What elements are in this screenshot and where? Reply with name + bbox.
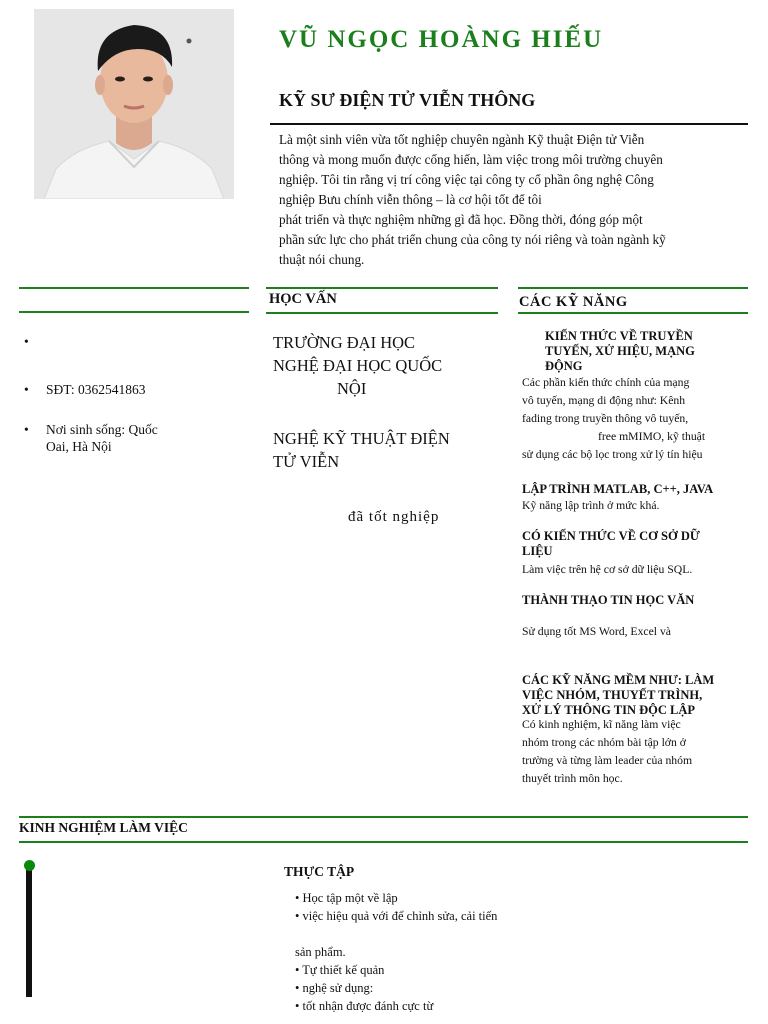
major-line: NGHỆ KỸ THUẬT ĐIỆN bbox=[273, 429, 450, 448]
skill-title-line: CÁC KỸ NĂNG MỀM NHƯ: LÀM bbox=[522, 673, 715, 687]
skill-description bbox=[522, 497, 659, 515]
person-portrait-icon bbox=[34, 9, 234, 199]
skill-text-line: vô tuyến, mạng di động như: Kênh bbox=[522, 394, 686, 407]
bullet-icon: • bbox=[24, 422, 29, 437]
skill-text-line: free mMIMO, kỹ thuật bbox=[598, 430, 706, 443]
skill-title bbox=[522, 593, 694, 608]
education-divider-bottom bbox=[266, 312, 498, 314]
skill-title-line: LIỆU bbox=[522, 544, 553, 558]
experience-line: • Tự thiết kế quản bbox=[295, 963, 385, 977]
contact-divider-top bbox=[19, 287, 249, 289]
profile-photo bbox=[34, 9, 234, 199]
bullet-icon: • bbox=[24, 334, 29, 349]
timeline-dot-icon bbox=[24, 860, 35, 871]
experience-heading: KINH NGHIỆM LÀM VIỆC bbox=[19, 820, 188, 835]
skill-title-line: KIẾN THỨC VỀ TRUYỀN bbox=[545, 329, 693, 343]
summary-line: Là một sinh viên vừa tốt nghiệp chuyên ngành Kỹ thuật Điện tử Viễn bbox=[279, 132, 645, 147]
skill-text-line: fading trong truyền thông vô tuyến, bbox=[522, 412, 689, 425]
skill-text-line: sử dụng các bộ lọc trong xử lý tín hiệu bbox=[522, 448, 703, 461]
summary-line: thuật nói chung. bbox=[279, 252, 365, 267]
summary-line: thông và mong muốn được cống hiến, làm việc trong môi trường chuyên bbox=[279, 152, 663, 167]
skill-text-line: Kỹ năng lập trình ở mức khá. bbox=[522, 499, 660, 512]
skill-title-line: ĐỘNG bbox=[545, 359, 583, 373]
skill-title bbox=[522, 529, 700, 559]
skill-title-line: XỬ LÝ THÔNG TIN ĐỘC LẬP bbox=[522, 703, 696, 717]
skill-description bbox=[522, 716, 692, 788]
skill-description bbox=[522, 623, 671, 641]
skill-title-line: VIỆC NHÓM, THUYẾT TRÌNH, bbox=[522, 688, 703, 702]
school-line: TRƯỜNG ĐẠI HỌC bbox=[273, 333, 416, 352]
school-line: NGHỆ ĐẠI HỌC QUỐC bbox=[273, 356, 443, 375]
address-line: Oai, Hà Nội bbox=[46, 439, 112, 454]
skill-title-line: THÀNH THẠO TIN HỌC VĂN bbox=[522, 593, 695, 607]
skill-title-line: TUYẾN, XỬ HIỆU, MẠNG bbox=[545, 344, 695, 358]
skill-title bbox=[545, 329, 695, 374]
skills-heading: CÁC KỸ NĂNG bbox=[519, 294, 628, 310]
experience-line bbox=[295, 925, 497, 943]
experience-details bbox=[295, 889, 497, 1015]
experience-line: sản phẩm. bbox=[295, 945, 346, 959]
address-line: Nơi sinh sống: Quốc bbox=[46, 422, 158, 437]
skill-title bbox=[522, 673, 714, 718]
summary-line: nghiệp. Tôi tin rằng vị trí công việc tại công ty cổ phần ông nghệ Công bbox=[279, 172, 654, 187]
skill-title-line: CÓ KIẾN THỨC VỀ CƠ SỞ DỮ bbox=[522, 529, 700, 543]
school-name bbox=[273, 331, 442, 400]
experience-line: • tốt nhận được đánh cực từ bbox=[295, 999, 434, 1013]
experience-line: • Học tập một về lập bbox=[295, 891, 398, 905]
major-name bbox=[273, 427, 450, 473]
graduation-status: đã tốt nghiệp bbox=[348, 509, 440, 525]
skill-text-line: trường và từng làm leader của nhóm bbox=[522, 754, 693, 767]
career-summary bbox=[279, 130, 739, 270]
skill-text-line: thuyết trình môn học. bbox=[522, 772, 623, 785]
skill-title bbox=[522, 482, 713, 497]
skill-text-line: Làm việc trên hệ cơ sở dữ liệu SQL. bbox=[522, 563, 693, 576]
skill-text-line: Các phần kiến thức chính của mạng bbox=[522, 376, 690, 389]
skill-text-line: Có kinh nghiệm, kĩ năng làm việc bbox=[522, 718, 681, 731]
experience-line: • việc hiệu quả với để chỉnh sửa, cải tiến bbox=[295, 909, 498, 923]
education-heading: HỌC VẤN bbox=[269, 291, 337, 307]
skill-description bbox=[522, 561, 692, 579]
school-line: NỘI bbox=[337, 379, 367, 398]
candidate-name: VŨ NGỌC HOÀNG HIẾU bbox=[279, 26, 604, 53]
experience-divider-bottom bbox=[19, 841, 748, 843]
experience-divider-top bbox=[19, 816, 748, 818]
summary-line: phát triển và thực nghiệm những gì đã học. Đồng thời, đóng góp một bbox=[279, 212, 643, 227]
phone-number: SĐT: 0362541863 bbox=[46, 382, 146, 397]
experience-line: • nghệ sử dụng: bbox=[295, 981, 374, 995]
job-title-divider bbox=[270, 123, 748, 125]
skills-divider-bottom bbox=[518, 312, 748, 314]
experience-title: THỰC TẬP bbox=[284, 864, 355, 879]
skill-description bbox=[522, 374, 705, 464]
contact-divider-bottom bbox=[19, 311, 249, 313]
bullet-icon: • bbox=[24, 382, 29, 397]
skill-text-line: Sử dụng tốt MS Word, Excel và bbox=[522, 625, 671, 638]
skill-text-line: nhóm trong các nhóm bài tập lớn ở bbox=[522, 736, 686, 749]
summary-line: phần sức lực cho phát triển chung của công ty nói riêng và toàn ngành kỹ bbox=[279, 232, 666, 247]
job-title: KỸ SƯ ĐIỆN TỬ VIỄN THÔNG bbox=[279, 90, 536, 110]
skill-title-line: LẬP TRÌNH MATLAB, C++, JAVA bbox=[522, 482, 714, 496]
education-divider-top bbox=[266, 287, 498, 289]
timeline-bar bbox=[26, 866, 32, 997]
summary-line: nghiệp Bưu chính viễn thông – là cơ hội tốt để tôi bbox=[279, 192, 542, 207]
major-line: TỬ VIỄN bbox=[273, 452, 340, 471]
skills-divider-top bbox=[518, 287, 748, 289]
